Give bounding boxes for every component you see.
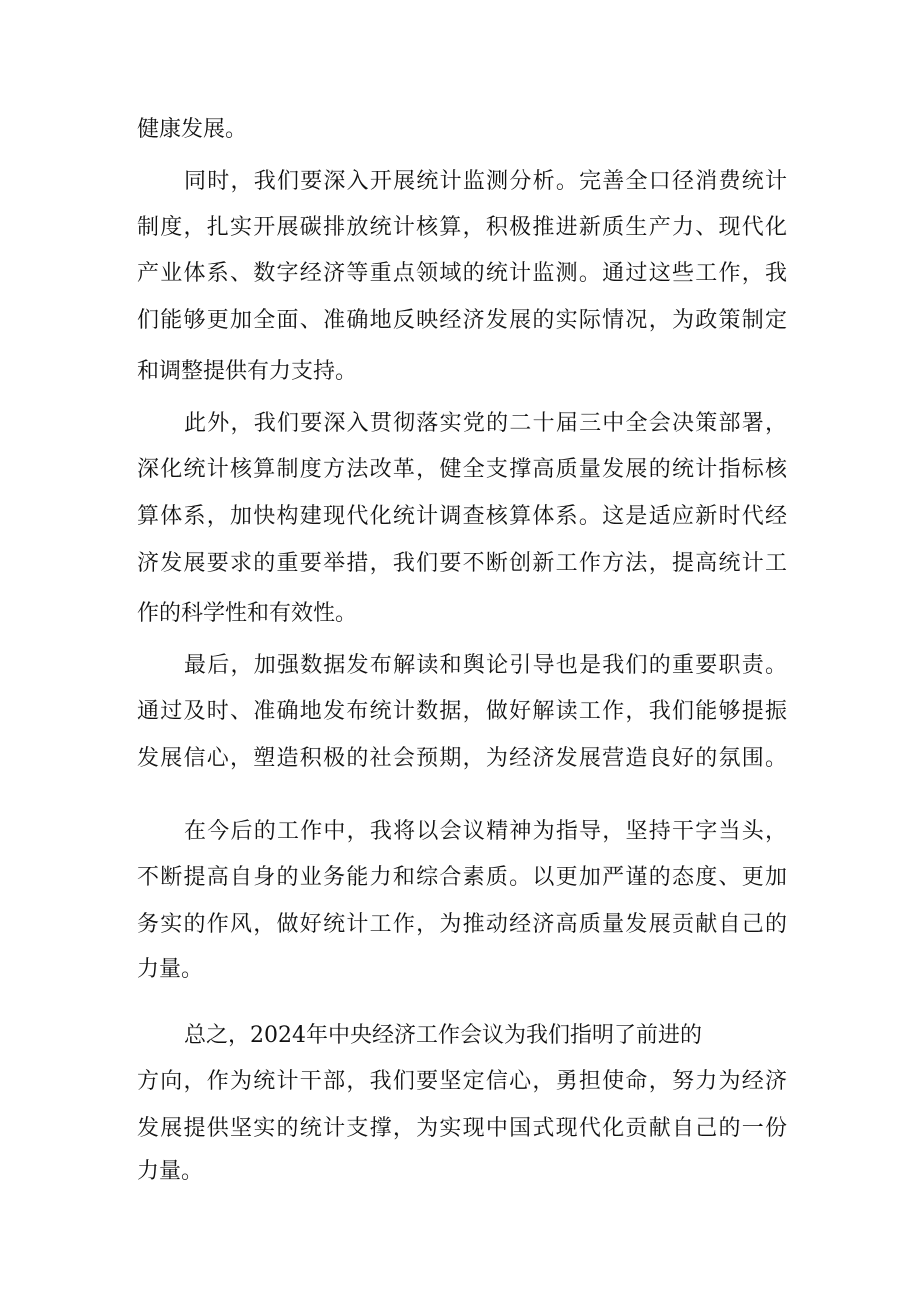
paragraph-first-line: 同时，我们要深入开展统计监测分析。完善全口径消费统计 (184, 169, 787, 194)
text-line: 务实的作风，做好统计工作，为推动经济高质量发展贡献自己的 (137, 912, 787, 937)
text-line: 发展信心，塑造积极的社会预期，为经济发展营造良好的氛围。 (137, 746, 787, 771)
text-line: 方向，作为统计干部，我们要坚定信心，勇担使命，努力为经济 (137, 1069, 787, 1094)
text-line: 们能够更加全面、准确地反映经济发展的实际情况，为政策制定 (137, 308, 787, 333)
text-line: 深化统计核算制度方法改革，健全支撑高质量发展的统计指标核 (137, 457, 787, 482)
paragraph-first-line: 此外，我们要深入贯彻落实党的二十届三中全会决策部署， (184, 411, 787, 436)
paragraph-first-line: 总之，2024年中央经济工作会议为我们指明了前进的 (184, 1023, 702, 1048)
text-line: 作的科学性和有效性。 (137, 601, 358, 626)
text-line: 制度，扎实开展碳排放统计核算，积极推进新质生产力、现代化 (137, 215, 787, 240)
text-line: 健康发展。 (137, 117, 248, 142)
text-line: 发展提供坚实的统计支撑，为实现中国式现代化贡献自己的一份 (137, 1116, 787, 1141)
text-line: 算体系，加快构建现代化统计调查核算体系。这是适应新时代经 (137, 504, 787, 529)
text-line: 不断提高自身的业务能力和综合素质。以更加严谨的态度、更加 (137, 865, 787, 890)
text-line: 和调整提供有力支持。 (137, 359, 358, 384)
text-line: 济发展要求的重要举措，我们要不断创新工作方法，提高统计工 (137, 551, 787, 576)
text-line: 力量。 (137, 1159, 204, 1184)
text-line: 力量。 (137, 957, 204, 982)
paragraph-first-line: 在今后的工作中，我将以会议精神为指导，坚持干字当头， (184, 819, 787, 844)
text-line: 通过及时、准确地发布统计数据，做好解读工作，我们能够提振 (137, 699, 787, 724)
paragraph-first-line: 最后，加强数据发布解读和舆论引导也是我们的重要职责。 (184, 653, 787, 678)
text-line: 产业体系、数字经济等重点领域的统计监测。通过这些工作，我 (137, 261, 787, 286)
